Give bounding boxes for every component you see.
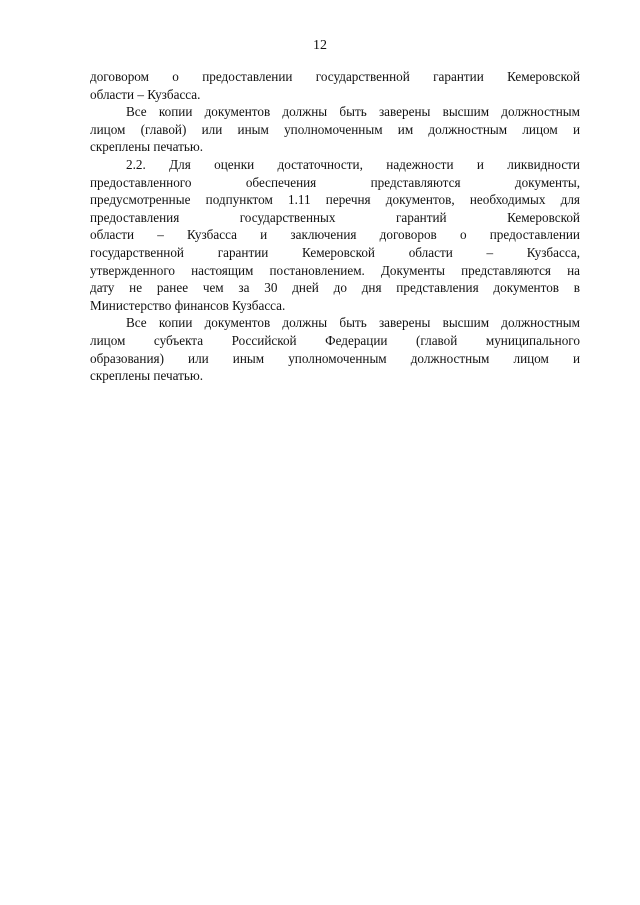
text-line: Министерство финансов Кузбасса. <box>90 297 286 313</box>
text-line: скреплены печатью. <box>90 368 204 384</box>
text-line: лицом субъекта Российской Федерации (главой муниципального <box>90 332 580 348</box>
document-body <box>90 68 580 385</box>
text-line: образования) или иным уполномоченным должностным лицом и <box>90 350 580 366</box>
page-number: 12 <box>313 38 327 53</box>
text-line: государственной гарантии Кемеровской области – Кузбасса, <box>90 244 580 260</box>
text-line: дату не ранее чем за 30 дней до дня представления документов в <box>90 280 580 296</box>
text-line: Все копии документов должны быть заверены высшим должностным <box>126 315 580 331</box>
paragraph-certification <box>90 103 580 156</box>
text-line: 2.2. Для оценки достаточности, надежности и ликвидности <box>126 156 580 172</box>
paragraph-continuation <box>90 68 580 103</box>
text-line: договором о предоставлении государственной гарантии Кемеровской <box>90 69 580 84</box>
text-line: скреплены печатью. <box>90 139 204 155</box>
text-line: области – Кузбасса и заключения договоров о предоставлении <box>90 227 580 243</box>
paragraph-certification-subject <box>90 314 580 384</box>
paragraph-section-2-2 <box>90 156 580 314</box>
text-line: предусмотренные подпунктом 1.11 перечня документов, необходимых для <box>90 192 580 208</box>
text-line: утвержденного настоящим постановлением. Документы представляются на <box>90 262 580 278</box>
text-line: предоставленного обеспечения представляются документы, <box>90 174 580 190</box>
text-line: области – Кузбасса. <box>90 86 201 102</box>
text-line: лицом (главой) или иным уполномоченным им должностным лицом и <box>90 121 580 137</box>
text-line: предоставления государственных гарантий Кемеровской <box>90 209 580 225</box>
text-line: Все копии документов должны быть заверены высшим должностным <box>126 104 580 120</box>
